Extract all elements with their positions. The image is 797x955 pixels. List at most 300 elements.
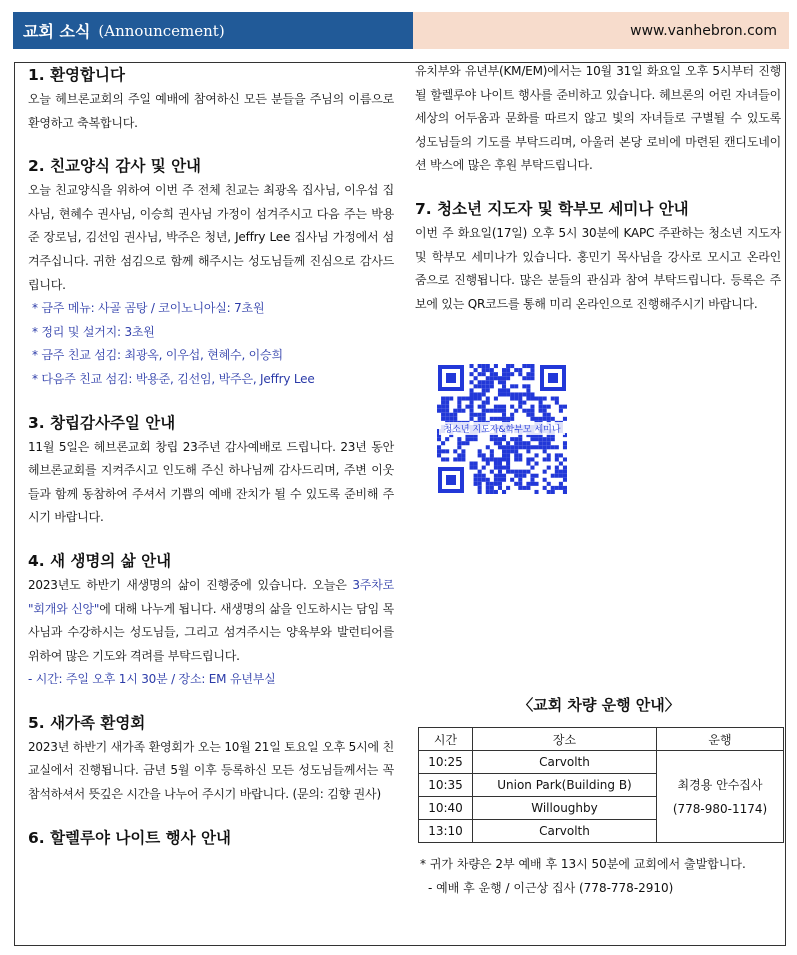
qr-module [474,466,478,470]
qr-module [470,409,474,413]
qr-module [506,388,510,392]
section-hallelujah-title [28,825,394,851]
qr-module [502,457,506,461]
qr-module [563,490,567,494]
qr-module [486,482,490,486]
qr-module [490,417,494,421]
qr-module [522,384,526,388]
qr-module [482,388,486,392]
qr-module [502,466,506,470]
qr-module [543,457,547,461]
qr-module [510,384,514,388]
qr-module [490,470,494,474]
qr-module [486,445,490,449]
qr-module [555,453,559,457]
qr-module [539,437,543,441]
qr-module [490,376,494,380]
qr-module [441,413,445,417]
qr-module [502,380,506,384]
qr-module [461,457,465,461]
qr-module [470,364,474,368]
qr-module [482,405,486,409]
qr-module [551,397,555,401]
qr-module [449,417,453,421]
qr-module [498,457,502,461]
qr-module [551,437,555,441]
qr-module [478,380,482,384]
qr-module [555,466,559,470]
qr-module [555,474,559,478]
qr-module [441,401,445,405]
qr-module [555,457,559,461]
qr-module [563,478,567,482]
column-header: 장소 [473,728,657,751]
qr-module [506,453,510,457]
qr-module [563,466,567,470]
section-title: 1. 환영합니다 [28,66,125,84]
qr-module [526,409,530,413]
qr-module [486,486,490,490]
qr-module [457,397,461,401]
section-title: 6. 할렐루야 나이트 행사 안내 [28,828,231,847]
qr-module [551,417,555,421]
qr-module [522,409,526,413]
column-header: 시간 [419,728,473,751]
qr-module [482,474,486,478]
qr-module [530,417,534,421]
qr-module [494,457,498,461]
qr-module [486,388,490,392]
qr-module [530,364,534,368]
qr-module [526,388,530,392]
section-anniversary [28,410,394,530]
qr-module [506,441,510,445]
qr-module [522,364,526,368]
session-detail: - 시간: 주일 오후 1시 30분 / 장소: EM 유년부실 [28,672,276,687]
qr-module [490,449,494,453]
qr-module [563,417,567,421]
qr-module [482,392,486,396]
qr-module [530,409,534,413]
qr-module [530,478,534,482]
qr-module [457,401,461,405]
qr-module [530,437,534,441]
qr-module [547,413,551,417]
qr-module [514,437,518,441]
qr-module [494,478,498,482]
qr-module [514,457,518,461]
section-title: 5. 새가족 환영회 [28,713,146,732]
qr-module [506,376,510,380]
qr-module [530,482,534,486]
qr-module [482,380,486,384]
qr-module [547,490,551,494]
qr-module [502,474,506,478]
qr-module [465,437,469,441]
qr-module [498,482,502,486]
qr-module [498,470,502,474]
qr-module [445,401,449,405]
qr-module [502,490,506,494]
qr-module [530,413,534,417]
qr-module [539,417,543,421]
qr-module [559,462,563,466]
qr-module [457,441,461,445]
section-hallelujah-body [415,60,781,178]
qr-module [555,486,559,490]
column-header: 운행 [657,728,784,751]
qr-module [470,401,474,405]
qr-module [502,478,506,482]
qr-module [506,392,510,396]
qr-module [465,441,469,445]
section-body: 유치부와 유년부(KM/EM)에서는 10월 31일 화요일 오후 5시부터 진행될 할렐루야 나이트 행사를 준비하고 있습니다. 헤브론의 어린 자녀들이 세상의 어두움과 문화를 따르지 않고 빛의 자녀들로 구별될 수 있도록 성도님들의 기도를 부탁드리며, 아울러 본당 로비에 마련된 캔디도네이션 박스에 많은 후원 부탁드립니다. [415,64,781,173]
qr-module [478,478,482,482]
qr-module [530,376,534,380]
qr-module [478,364,482,368]
qr-module [518,401,522,405]
qr-module [514,368,518,372]
qr-module [506,486,510,490]
qr-module [461,397,465,401]
qr-module [514,482,518,486]
qr-module [547,457,551,461]
qr-module [482,466,486,470]
qr-module [543,417,547,421]
shuttle-notes [420,852,786,900]
qr-module [530,397,534,401]
qr-module [461,449,465,453]
qr-module [486,409,490,413]
place-cell: Willoughby [473,797,657,820]
qr-module [486,384,490,388]
qr-module [441,409,445,413]
qr-module [522,474,526,478]
qr-module [494,417,498,421]
qr-module [474,482,478,486]
qr-module [518,445,522,449]
qr-module [490,409,494,413]
qr-module [461,441,465,445]
qr-module [535,490,539,494]
qr-module [522,401,526,405]
section-title: 4. 새 생명의 삶 안내 [28,551,172,570]
qr-module [526,462,530,466]
qr-module [510,449,514,453]
qr-module [474,478,478,482]
qr-module [522,376,526,380]
qr-module [470,392,474,396]
qr-module [486,462,490,466]
qr-module [441,405,445,409]
qr-module [518,441,522,445]
qr-module [530,392,534,396]
qr-module [478,490,482,494]
qr-module [526,482,530,486]
qr-module [502,392,506,396]
highlight-text: 3주차로 "회개와 신앙" [28,577,394,616]
qr-module [478,397,482,401]
qr-module [551,486,555,490]
qr-module [526,486,530,490]
qr-module [510,445,514,449]
qr-module [502,405,506,409]
qr-module [559,409,563,413]
qr-module [445,397,449,401]
qr-module [486,380,490,384]
return-note: * 귀가 차량은 2부 예배 후 13시 50분에 교회에서 출발합니다. [420,857,746,871]
qr-module [543,449,547,453]
qr-module [518,478,522,482]
qr-module [547,405,551,409]
qr-module [453,457,457,461]
section-welcome [28,62,394,135]
qr-module [457,457,461,461]
qr-module [543,486,547,490]
list-item: * 금주 친교 섬김: 최광옥, 이우섭, 현혜수, 이승희 [32,348,283,363]
qr-module [522,445,526,449]
table-row [419,751,784,774]
qr-module [543,470,547,474]
qr-module [506,449,510,453]
qr-module [526,364,530,368]
website-link[interactable]: www.vanhebron.com [413,12,789,49]
qr-module [530,457,534,461]
qr-module [547,437,551,441]
qr-module [539,441,543,445]
qr-module [490,486,494,490]
qr-module [506,417,510,421]
qr-module [518,457,522,461]
qr-module [478,392,482,396]
qr-module [547,441,551,445]
qr-module [498,486,502,490]
qr-module [559,453,563,457]
qr-module [457,409,461,413]
qr-module [494,482,498,486]
qr-module [530,474,534,478]
qr-module [510,413,514,417]
qr-module [502,372,506,376]
qr-module [457,453,461,457]
qr-module [543,478,547,482]
qr-module [457,405,461,409]
section-newcomer [28,710,394,807]
qr-module [535,417,539,421]
qr-module [543,445,547,449]
qr-module [490,437,494,441]
qr-module [543,405,547,409]
section-body: 오늘 헤브론교회의 주일 예배에 참여하신 모든 분들을 주님의 이름으로 환영하고 축복합니다. [28,92,394,130]
qr-module [514,449,518,453]
qr-module [490,372,494,376]
qr-module [486,376,490,380]
qr-module [498,474,502,478]
qr-module [522,441,526,445]
qr-module [445,405,449,409]
qr-module [559,474,563,478]
qr-module [445,457,449,461]
qr-module [474,368,478,372]
qr-module [498,405,502,409]
qr-module [514,384,518,388]
qr-module [506,462,510,466]
qr-module [461,409,465,413]
qr-module [449,397,453,401]
qr-module [526,445,530,449]
place-cell: Carvolth [473,751,657,774]
qr-module [518,470,522,474]
qr-module [535,453,539,457]
qr-module [470,437,474,441]
qr-module [559,405,563,409]
qr-caption: 청소년 지도자&학부모 세미나 [443,425,561,435]
qr-module [490,368,494,372]
qr-module [498,437,502,441]
qr-module [518,405,522,409]
qr-module [510,364,514,368]
qr-module [494,376,498,380]
qr-module [522,392,526,396]
qr-module [490,482,494,486]
qr-module [470,372,474,376]
qr-module [514,397,518,401]
qr-module [498,466,502,470]
qr-module [474,413,478,417]
qr-module [441,449,445,453]
qr-module [506,368,510,372]
qr-module [518,397,522,401]
qr-module [490,380,494,384]
qr-module [506,372,510,376]
qr-module [437,453,441,457]
qr-module [494,490,498,494]
qr-module [547,466,551,470]
qr-module [482,384,486,388]
section-fellowship-meal [28,153,394,391]
qr-module [498,441,502,445]
qr-module [514,453,518,457]
section-title: 7. 청소년 지도자 및 학부모 세미나 안내 [415,199,689,218]
qr-module [506,445,510,449]
qr-module [510,397,514,401]
qr-module [465,405,469,409]
qr-module [494,474,498,478]
body-text: 2023년도 하반기 새생명의 삶이 진행중에 있습니다. 오늘은 [28,577,353,592]
section-title: 3. 창립감사주일 안내 [28,413,176,432]
qr-module [502,409,506,413]
qr-module [526,384,530,388]
qr-module [482,401,486,405]
qr-module [510,417,514,421]
qr-module [470,397,474,401]
qr-module [478,449,482,453]
list-item: * 다음주 친교 섬김: 박용준, 김선임, 박주은, Jeffry Lee [32,371,315,386]
qr-module [470,462,474,466]
qr-module [510,372,514,376]
qr-module [470,405,474,409]
qr-module [486,368,490,372]
qr-module [539,397,543,401]
qr-module [486,401,490,405]
qr-module [522,470,526,474]
qr-module [478,486,482,490]
section-body [28,574,394,668]
section-body: 2023년 하반기 새가족 환영회가 오는 10월 21일 토요일 오후 5시에 친교실에서 진행됩니다. 금년 5월 이후 등록하신 모든 성도님들께서는 꼭 참석하셔서 뜻깊은 시간을 나누어 주시기 바랍니다. (문의: 김향 권사) [28,739,394,802]
qr-module [470,466,474,470]
qr-module [518,486,522,490]
qr-module [445,449,449,453]
qr-module [486,364,490,368]
header-title [13,12,413,49]
qr-module [539,405,543,409]
qr-module [543,397,547,401]
shuttle-table [418,727,784,843]
qr-module [494,466,498,470]
qr-module [530,445,534,449]
qr-module [437,445,441,449]
section-title: 2. 친교양식 감사 및 안내 [28,157,202,176]
qr-module [522,486,526,490]
qr-module [437,437,441,441]
time-cell: 13:10 [419,820,473,843]
qr-module [453,409,457,413]
qr-module [465,397,469,401]
qr-module [563,474,567,478]
qr-module [486,478,490,482]
qr-module [502,417,506,421]
header-title-ko: 교회 소식 [23,22,91,41]
qr-module [506,470,510,474]
qr-module [494,441,498,445]
time-cell: 10:35 [419,774,473,797]
qr-module [453,413,457,417]
qr-module [486,457,490,461]
qr-module [470,380,474,384]
qr-module [539,401,543,405]
qr-module [474,437,478,441]
qr-module [526,376,530,380]
qr-module [478,405,482,409]
qr-module [514,445,518,449]
right-column [415,60,781,334]
qr-module [502,453,506,457]
qr-module [543,437,547,441]
qr-module [441,417,445,421]
qr-module [518,368,522,372]
qr-module [547,445,551,449]
qr-module [502,413,506,417]
qr-module [510,405,514,409]
qr-module [535,482,539,486]
qr-module [518,474,522,478]
driver-cell [657,751,784,843]
qr-module [478,470,482,474]
qr-module [543,441,547,445]
qr-module [543,409,547,413]
qr-module [490,457,494,461]
qr-module [563,457,567,461]
qr-module [437,409,441,413]
list-item: * 정리 및 설거지: 3초원 [32,324,155,339]
qr-module [441,441,445,445]
left-column [28,62,394,869]
qr-module [563,470,567,474]
header-title-en: (Announcement) [98,21,225,40]
qr-code[interactable] [437,364,567,494]
qr-module [437,405,441,409]
qr-module [563,445,567,449]
